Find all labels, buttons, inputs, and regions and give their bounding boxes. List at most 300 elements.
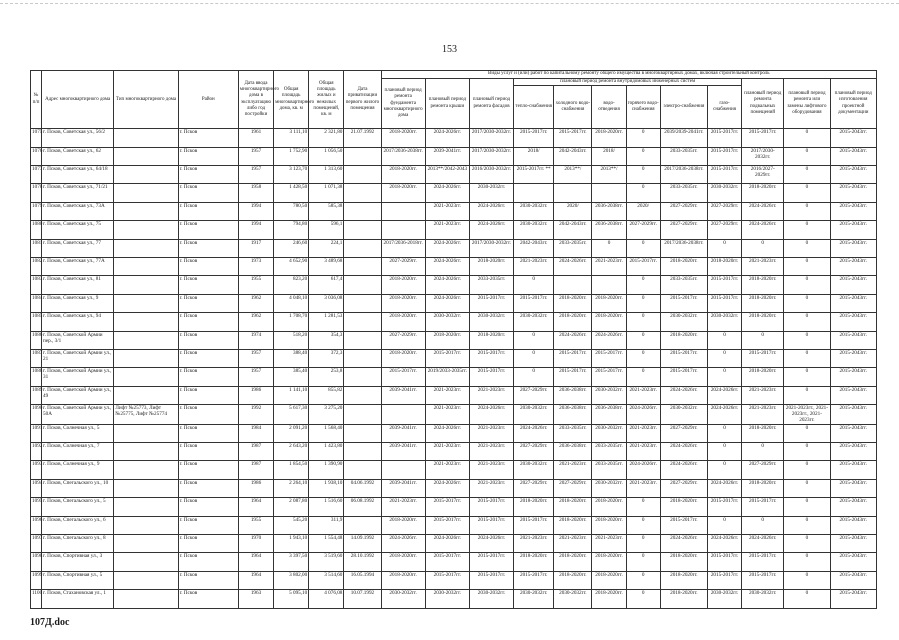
header-year: Дата ввода многоквартирного дома в эксплуатацию либо год постройки <box>238 71 273 129</box>
cell-hot: 2021-2023гг. <box>626 386 660 404</box>
cell-docs: 2015-2043гг. <box>830 443 876 461</box>
cell-docs: 2015-2043гг. <box>830 368 876 386</box>
cell-addr: г. Псков, Солнечная ул., 7 <box>42 443 114 461</box>
table-row <box>31 276 877 294</box>
cell-heat: 2030-2032гг. <box>514 221 554 239</box>
cell-docs: 2015-2043гг. <box>830 331 876 349</box>
cell-priv <box>344 165 381 183</box>
cell-cold: 2015-2017гг. <box>554 129 592 147</box>
cell-living: 4 076,08 <box>309 590 344 608</box>
cell-gas: 2015-2017гг. <box>707 294 741 312</box>
cell-sewer: 2024-2026гг. <box>592 331 626 349</box>
cell-cold: 2013**/ <box>554 165 592 183</box>
cell-priv <box>344 424 381 442</box>
cell-lift: 0 <box>784 590 830 608</box>
cell-found: 2018-2020гг. <box>381 313 425 331</box>
cell-addr: г. Псков, Спортивная ул., 3 <box>42 553 114 571</box>
cell-heat: 2030-2032гг. <box>514 313 554 331</box>
cell-hot: 2021-2023гг. <box>626 443 660 461</box>
table-row <box>31 571 877 589</box>
cell-lift: 0 <box>784 516 830 534</box>
cell-area: 3 802,00 <box>274 571 309 589</box>
cell-priv: 06.08.1992 <box>344 498 381 516</box>
cell-facade: 2024-2026гг. <box>469 221 513 239</box>
header-electricity: электро-снабжения <box>660 86 707 129</box>
cell-docs: 2015-2043гг. <box>830 202 876 220</box>
cell-area: 545,20 <box>274 516 309 534</box>
cell-facade: 2015-2017гг. <box>469 571 513 589</box>
table-row <box>31 129 877 147</box>
cell-heat: 2015-2017гг. <box>514 294 554 312</box>
cell-heat: 2018-2020гг. <box>514 498 554 516</box>
cell-roof: 2024-2026гг. <box>425 424 469 442</box>
cell-type <box>114 349 178 367</box>
cell-gas: 2027-2029гг. <box>707 202 741 220</box>
cell-dist: г. Псков <box>178 147 238 165</box>
cell-facade: 2015-2017гг. <box>469 349 513 367</box>
cell-lift: 0 <box>784 276 830 294</box>
cell-elec: 2033-2035гг. <box>660 147 707 165</box>
cell-docs: 2015-2043гг. <box>830 571 876 589</box>
cell-roof: 2024-2026гг. <box>425 535 469 553</box>
cell-gas: 0 <box>707 368 741 386</box>
cell-lift: 0 <box>784 461 830 479</box>
header-docs: плановый период изготовления проектной документации <box>830 79 876 129</box>
cell-gas: 0 <box>707 349 741 367</box>
cell-gas: 2015-2017гг. <box>707 165 741 183</box>
cell-cold: 2018-2020гг. <box>554 313 592 331</box>
cell-base: 2015-2017гг. <box>742 498 784 516</box>
cell-found: 2039-2041гг. <box>381 386 425 404</box>
cell-addr: г. Псков, Советской Армии ул., 21 <box>42 349 114 367</box>
cell-roof: 2039-2041гг. <box>425 147 469 165</box>
cell-living: 596,1 <box>309 221 344 239</box>
cell-found: 2018-2020гг. <box>381 184 425 202</box>
cell-living: 1 568,40 <box>309 424 344 442</box>
cell-hot: 2021-2023гг. <box>626 424 660 442</box>
cell-n: 1098 <box>31 553 42 571</box>
cell-cold: 2042-2043гг. <box>554 147 592 165</box>
cell-type <box>114 276 178 294</box>
cell-cold: 2015-2017гг. <box>554 368 592 386</box>
table-row <box>31 313 877 331</box>
cell-elec: 2018-2020гг. <box>660 571 707 589</box>
cell-docs: 2015-2043гг. <box>830 184 876 202</box>
cell-found: 2027-2029гг. <box>381 331 425 349</box>
cell-sewer: 2018/ <box>592 147 626 165</box>
cell-lift: 0 <box>784 239 830 257</box>
cell-gas: 2015-2017гг. <box>707 147 741 165</box>
cell-cold: 2024-2026гг. <box>554 331 592 349</box>
cell-roof: 2024-2026гг. <box>425 276 469 294</box>
cell-sewer: 2018-2020гг. <box>592 571 626 589</box>
cell-priv <box>344 443 381 461</box>
cell-addr: г. Псков, Советская ул., 77 <box>42 239 114 257</box>
cell-living: 1 423,80 <box>309 443 344 461</box>
cell-type <box>114 331 178 349</box>
cell-dist: г. Псков <box>178 257 238 275</box>
cell-cold: 2033-2035гг. <box>554 424 592 442</box>
cell-lift: 0 <box>784 386 830 404</box>
cell-hot: 0 <box>626 590 660 608</box>
cell-year: 1994 <box>238 221 273 239</box>
cell-elec: 2017/2036-2038гг. <box>660 239 707 257</box>
cell-gas: 2030-2032гг. <box>707 184 741 202</box>
cell-gas: 0 <box>707 424 741 442</box>
cell-year: 1974 <box>238 331 273 349</box>
cell-living: 3 275,20 <box>309 405 344 425</box>
cell-base: 0 <box>742 239 784 257</box>
cell-lift: 0 <box>784 349 830 367</box>
cell-dist: г. Псков <box>178 276 238 294</box>
cell-facade: 2033-2035гг. <box>469 276 513 294</box>
cell-living: 1 313,60 <box>309 165 344 183</box>
cell-roof: 2021-2023гг. <box>425 461 469 479</box>
cell-n: 1087 <box>31 349 42 367</box>
cell-addr: г. Псков, Спегальского ул., 10 <box>42 479 114 497</box>
cell-type <box>114 221 178 239</box>
cell-roof: 2024-2026гг. <box>425 239 469 257</box>
table-row <box>31 239 877 257</box>
cell-area: 2 264,10 <box>274 479 309 497</box>
cell-facade: 2021-2023гг. <box>469 461 513 479</box>
cell-gas: 2030-2032гг. <box>707 313 741 331</box>
cell-hot: 0 <box>626 239 660 257</box>
cell-dist: г. Псков <box>178 221 238 239</box>
table-row <box>31 590 877 608</box>
cell-area: 518,20 <box>274 331 309 349</box>
cell-priv: 28.10.1992 <box>344 553 381 571</box>
cell-heat: 2030-2032гг. <box>514 461 554 479</box>
cell-n: 1076 <box>31 147 42 165</box>
cell-facade: 2015-2017гг. <box>469 368 513 386</box>
cell-heat: 2018/ <box>514 147 554 165</box>
cell-living: 855,82 <box>309 386 344 404</box>
cell-dist: г. Псков <box>178 479 238 497</box>
cell-facade: 2017/2030-2032гг. <box>469 129 513 147</box>
cell-found: 2018-2020гг. <box>381 349 425 367</box>
cell-area: 1 708,70 <box>274 313 309 331</box>
cell-heat: 2030-2032гг. <box>514 202 554 220</box>
table-row <box>31 184 877 202</box>
cell-hot: 0 <box>626 276 660 294</box>
cell-addr: г. Псков, Советская ул., 9 <box>42 294 114 312</box>
cell-type <box>114 443 178 461</box>
cell-addr: г. Псков, Советская ул., 73А <box>42 202 114 220</box>
cell-found <box>381 461 425 479</box>
cell-sewer: 2030-2032гг. <box>592 479 626 497</box>
cell-area: 3 397,50 <box>274 553 309 571</box>
cell-hot: 0 <box>626 184 660 202</box>
cell-heat: 2021-2023гг. <box>514 257 554 275</box>
cell-base: 2015-2017гг. <box>742 129 784 147</box>
cell-gas: 0 <box>707 516 741 534</box>
cell-roof: 2021-2023гг. <box>425 405 469 425</box>
cell-n: 1092 <box>31 443 42 461</box>
cell-dist: г. Псков <box>178 553 238 571</box>
cell-lift: 0 <box>784 294 830 312</box>
header-hot-water: горячего водо-снабжения <box>626 86 660 129</box>
cell-n: 1094 <box>31 479 42 497</box>
cell-roof: 2013**/2042-2043 <box>425 165 469 183</box>
cell-priv <box>344 276 381 294</box>
cell-heat: 2030-2032гг. <box>514 590 554 608</box>
cell-sewer: 2036-2038гг. <box>592 202 626 220</box>
cell-area: 1 752,90 <box>274 147 309 165</box>
cell-year: 1962 <box>238 313 273 331</box>
cell-living: 224,1 <box>309 239 344 257</box>
cell-year: 1955 <box>238 516 273 534</box>
cell-area: 1 428,50 <box>274 184 309 202</box>
cell-year: 1957 <box>238 349 273 367</box>
cell-roof: 2015-2017гг. <box>425 516 469 534</box>
cell-living: 1 938,10 <box>309 479 344 497</box>
cell-cold: 2033-2035гг. <box>554 239 592 257</box>
cell-heat: 2015-2017гг. <box>514 129 554 147</box>
cell-n: 1080 <box>31 221 42 239</box>
cell-facade: 2015-2017гг. <box>469 498 513 516</box>
cell-sewer <box>592 184 626 202</box>
cell-elec: 2015-2017гг. <box>660 294 707 312</box>
cell-heat: 0 <box>514 331 554 349</box>
cell-cold: 2021-2023гг. <box>554 535 592 553</box>
cell-lift: 0 <box>784 129 830 147</box>
cell-living: 2 321,80 <box>309 129 344 147</box>
cell-docs: 2015-2043гг. <box>830 147 876 165</box>
table-row <box>31 349 877 367</box>
cell-priv <box>344 184 381 202</box>
cell-n: 1085 <box>31 313 42 331</box>
cell-facade: 2021-2023гг. <box>469 479 513 497</box>
cell-cold: 2036-2038гг. <box>554 443 592 461</box>
cell-elec: 2024-2026гг. <box>660 535 707 553</box>
cell-addr: г. Псков, Спегальского ул., 6 <box>42 516 114 534</box>
cell-heat: 2015-2017гг. ** <box>514 165 554 183</box>
cell-lift: 2021-2023гг., 2021-2023гг., 2021-2023гг. <box>784 405 830 425</box>
cell-type <box>114 129 178 147</box>
cell-heat: 2015-2017гг. <box>514 516 554 534</box>
table-row <box>31 553 877 571</box>
cell-gas: 0 <box>707 239 741 257</box>
cell-facade: 2021-2023гг. <box>469 424 513 442</box>
cell-year: 1984 <box>238 424 273 442</box>
cell-base: 2016/2027-2029гг. <box>742 165 784 183</box>
cell-hot: 0 <box>626 313 660 331</box>
cell-area: 246,60 <box>274 239 309 257</box>
cell-n: 1086 <box>31 331 42 349</box>
cell-elec: 2018-2020гг. <box>660 498 707 516</box>
cell-type <box>114 498 178 516</box>
cell-heat: 2027-2029гг. <box>514 386 554 404</box>
cell-docs: 2015-2043гг. <box>830 257 876 275</box>
cell-facade: 2017/2030-2032гг. <box>469 147 513 165</box>
cell-facade: 2018-2020гг. <box>469 331 513 349</box>
cell-dist: г. Псков <box>178 516 238 534</box>
cell-priv: 04.06.1992 <box>344 479 381 497</box>
cell-year: 1917 <box>238 239 273 257</box>
header-district: Район <box>178 71 238 129</box>
cell-sewer: 2018-2020гг. <box>592 129 626 147</box>
cell-sewer: 2018-2020гг. <box>592 294 626 312</box>
cell-found: 2018-2020гг. <box>381 129 425 147</box>
cell-found: 2021-2023гг. <box>381 498 425 516</box>
cell-type <box>114 165 178 183</box>
header-lift: плановый период ремонта или замены лифтового оборудования <box>784 79 830 129</box>
cell-docs: 2015-2043гг. <box>830 590 876 608</box>
cell-area: 4 048,10 <box>274 294 309 312</box>
cell-area: 823,20 <box>274 276 309 294</box>
cell-dist: г. Псков <box>178 461 238 479</box>
cell-facade: 2030-2032гг. <box>469 590 513 608</box>
cell-heat: 0 <box>514 349 554 367</box>
cell-lift: 0 <box>784 535 830 553</box>
cell-roof: 2021-2023гг. <box>425 202 469 220</box>
cell-year: 1970 <box>238 535 273 553</box>
cell-base: 2017/2030-2032гг. <box>742 147 784 165</box>
cell-area: 1 141,10 <box>274 386 309 404</box>
cell-found: 2039-2041гг. <box>381 424 425 442</box>
cell-addr: г. Псков, Советская ул., 71/21 <box>42 184 114 202</box>
cell-n: 1095 <box>31 498 42 516</box>
cell-elec: 2024-2026гг. <box>660 461 707 479</box>
cell-living: 253,8 <box>309 368 344 386</box>
cell-area: 5 617,30 <box>274 405 309 425</box>
cell-addr: г. Псков, Советская ул., 81 <box>42 276 114 294</box>
cell-n: 1084 <box>31 294 42 312</box>
cell-hot: 2020/ <box>626 202 660 220</box>
cell-area: 2 643,20 <box>274 443 309 461</box>
cell-roof: 2015-2017гг. <box>425 571 469 589</box>
table-row <box>31 461 877 479</box>
cell-found: 2024-2026гг. <box>381 535 425 553</box>
cell-area: 2 091,20 <box>274 424 309 442</box>
cell-found: 2018-2020гг. <box>381 294 425 312</box>
cell-priv <box>344 257 381 275</box>
table-row <box>31 165 877 183</box>
cell-cold: 2018-2020гг. <box>554 553 592 571</box>
cell-priv <box>344 147 381 165</box>
cell-base: 2018-2020гг. <box>742 424 784 442</box>
cell-lift: 0 <box>784 443 830 461</box>
cell-sewer: 2021-2023гг. <box>592 257 626 275</box>
cell-addr: г. Псков, Советская ул., 77А <box>42 257 114 275</box>
cell-docs: 2015-2043гг. <box>830 239 876 257</box>
header-address: Адрес многоквартирного дома <box>42 71 114 129</box>
cell-year: 1973 <box>238 257 273 275</box>
page-number: 153 <box>442 44 457 55</box>
cell-type <box>114 590 178 608</box>
cell-sewer: 2018-2020гг. <box>592 313 626 331</box>
cell-dist: г. Псков <box>178 313 238 331</box>
cell-sewer: 2018-2020гг. <box>592 590 626 608</box>
cell-n: 1081 <box>31 239 42 257</box>
cell-n: 1079 <box>31 202 42 220</box>
cell-addr: г. Псков, Советская ул., 75 <box>42 221 114 239</box>
cell-sewer: 2015-2017гг. <box>592 349 626 367</box>
header-foundation: плановый период ремонта фундамента многоквартирного дома <box>381 79 425 129</box>
capital-repair-table <box>30 70 877 609</box>
cell-priv <box>344 516 381 534</box>
cell-found: 2015-2017гг. <box>381 368 425 386</box>
cell-dist: г. Псков <box>178 294 238 312</box>
cell-year: 1957 <box>238 165 273 183</box>
cell-sewer: 2030-2032гг. <box>592 424 626 442</box>
cell-addr: г. Псков, Советской Армии ул., 31 <box>42 368 114 386</box>
cell-area: 780,50 <box>274 202 309 220</box>
cell-sewer: 0 <box>592 239 626 257</box>
cell-elec: 2017/2036-2038гг. <box>660 165 707 183</box>
cell-docs: 2015-2043гг. <box>830 129 876 147</box>
cell-gas: 2015-2017гг. <box>707 129 741 147</box>
cell-hot: 0 <box>626 516 660 534</box>
cell-living: 3 036,08 <box>309 294 344 312</box>
cell-sewer: 2036-2038гг. <box>592 221 626 239</box>
cell-gas: 2024-2026гг. <box>707 479 741 497</box>
cell-sewer: 2015-2017гг. <box>592 368 626 386</box>
table-row <box>31 516 877 534</box>
cell-lift: 0 <box>784 571 830 589</box>
table-row <box>31 221 877 239</box>
cell-roof: 2030-2032гг. <box>425 590 469 608</box>
cell-type <box>114 184 178 202</box>
cell-heat: 2042-2043гг. <box>514 239 554 257</box>
cell-addr: г. Псков, Стахановская ул., 1 <box>42 590 114 608</box>
cell-base: 2024-2026гг. <box>742 535 784 553</box>
header-heat: тепло-снабжения <box>514 86 554 129</box>
cell-elec: 2039/2039-2041гг. <box>660 129 707 147</box>
header-cold-water: холодного водо-снабжения <box>554 86 592 129</box>
cell-docs: 2015-2043гг. <box>830 405 876 425</box>
cell-roof: 2015-2017гг. <box>425 349 469 367</box>
cell-type <box>114 516 178 534</box>
cell-area: 2 087,80 <box>274 498 309 516</box>
cell-year: 1987 <box>238 461 273 479</box>
cell-year: 1964 <box>238 553 273 571</box>
cell-living: 617,4 <box>309 276 344 294</box>
cell-cold: 2018-2020гг. <box>554 516 592 534</box>
cell-living: 3 489,68 <box>309 257 344 275</box>
cell-year: 1958 <box>238 184 273 202</box>
cell-roof: 2021-2023гг. <box>425 386 469 404</box>
cell-living: 1 390,90 <box>309 461 344 479</box>
cell-gas: 2015-2017гг. <box>707 571 741 589</box>
cell-docs: 2015-2043гг. <box>830 479 876 497</box>
cell-area: 4 652,90 <box>274 257 309 275</box>
cell-facade: 2017/2030-2032гг. <box>469 239 513 257</box>
table-row <box>31 257 877 275</box>
cell-base: 2030-2032гг. <box>742 590 784 608</box>
cell-type <box>114 424 178 442</box>
cell-priv <box>344 239 381 257</box>
cell-gas: 2015-2017гг. <box>707 498 741 516</box>
cell-dist: г. Псков <box>178 443 238 461</box>
cell-facade: 2021-2023гг. <box>469 443 513 461</box>
cell-heat: 0 <box>514 276 554 294</box>
cell-dist: г. Псков <box>178 571 238 589</box>
cell-facade: 2018-2020гг. <box>469 257 513 275</box>
cell-type <box>114 479 178 497</box>
table-row <box>31 424 877 442</box>
cell-area: 5 095,10 <box>274 590 309 608</box>
header-gas: газо-снабжения <box>707 86 741 129</box>
header-area: Общая площадь многоквартирного дома, кв. м <box>274 71 309 129</box>
cell-base: 2018-2020гг. <box>742 276 784 294</box>
cell-elec: 2018-2020гг. <box>660 590 707 608</box>
cell-type <box>114 571 178 589</box>
cell-n: 1089 <box>31 386 42 404</box>
cell-priv <box>344 331 381 349</box>
cell-type <box>114 202 178 220</box>
